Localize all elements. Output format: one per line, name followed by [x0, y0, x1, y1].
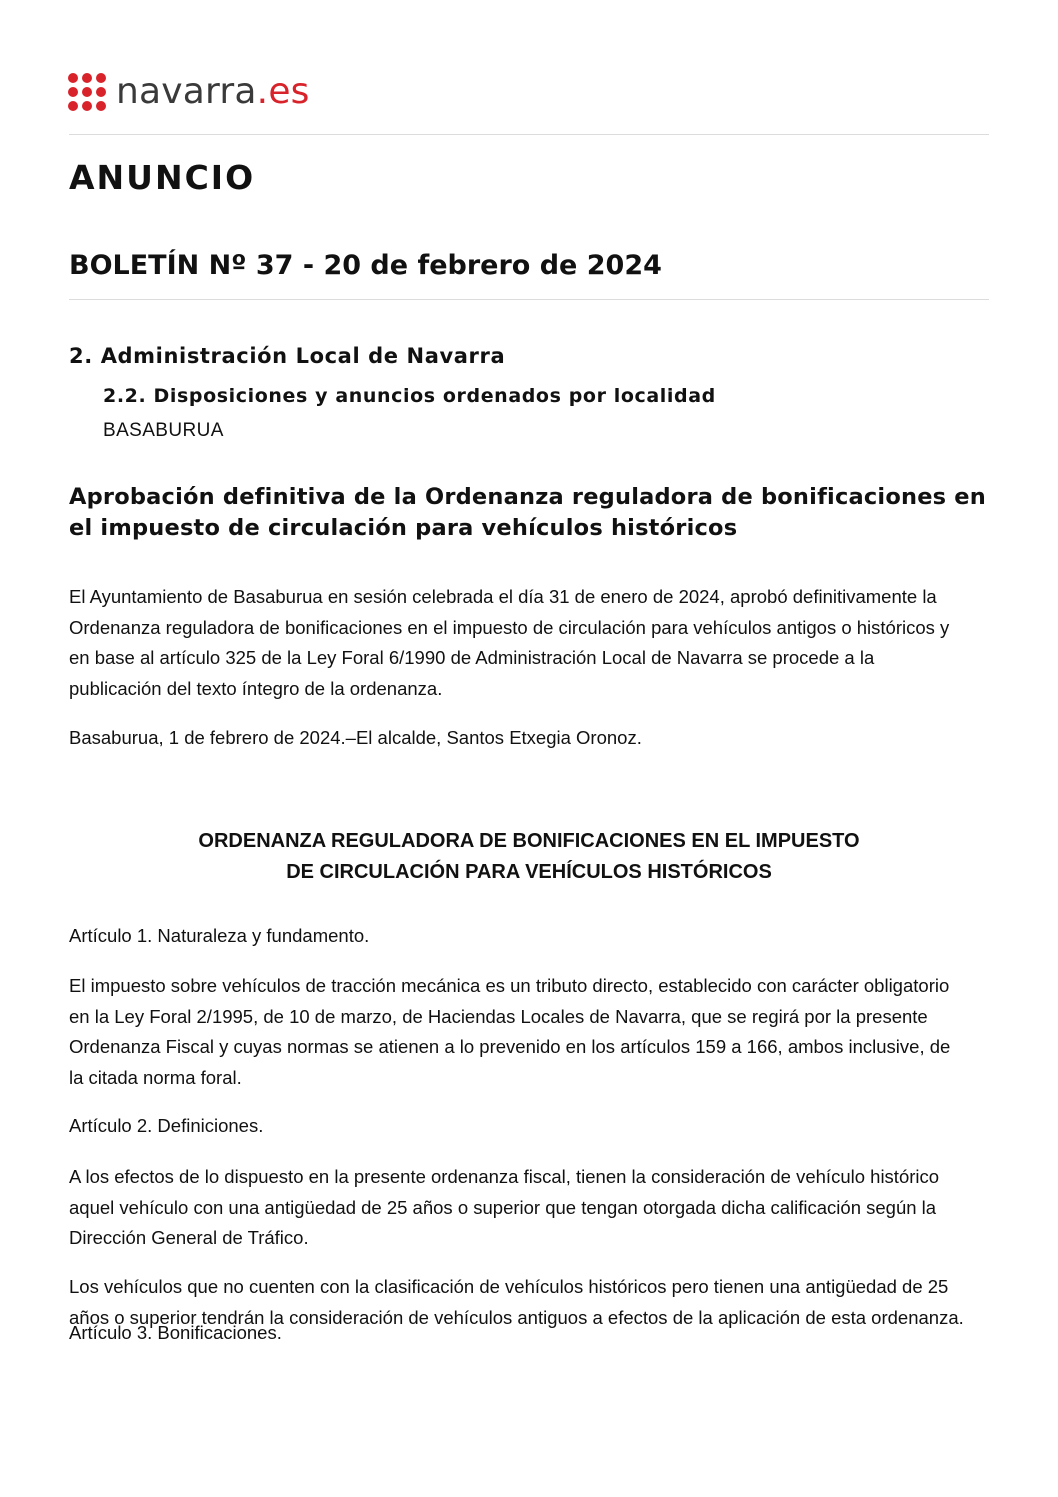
bulletin-divider	[69, 299, 989, 300]
announcement-type: ANUNCIO	[69, 158, 256, 197]
document-title: Aprobación definitiva de la Ordenanza reguladora de bonificaciones en el impuesto de circulación para vehículos históricos	[69, 484, 986, 541]
article-1-heading: Artículo 1. Naturaleza y fundamento.	[69, 925, 370, 946]
logo-name: navarra	[116, 71, 257, 112]
subsection-title: 2.2. Disposiciones y anuncios ordenados por localidad	[103, 385, 716, 407]
intro-paragraph: El Ayuntamiento de Basaburua en sesión celebrada el día 31 de enero de 2024, aprobó definitivamente la Ordenanza reguladora de bonificaciones en el impuesto de circulación para vehículos antigos o históricos y en base al artículo 325 de la Ley Foral 6/1990 de Administración Local de Navarra se procede a la publicación del texto íntegro de la ordenanza.	[69, 586, 950, 699]
locality-label: BASABURUA	[103, 420, 224, 441]
signature-paragraph: Basaburua, 1 de febrero de 2024.–El alcalde, Santos Etxegia Oronoz.	[69, 727, 642, 748]
section-title: 2. Administración Local de Navarra	[69, 344, 506, 368]
logo-dots-icon	[68, 73, 106, 111]
article-2-paragraph-1: A los efectos de lo dispuesto en la presente ordenanza fiscal, tienen la consideración de vehículo histórico aquel vehículo con una antigüedad de 25 años o superior que tengan otorgada dicha calificación según la Dirección General de Tráfico.	[69, 1166, 940, 1248]
logo-tld: .es	[256, 71, 310, 112]
article-3-heading: Artículo 3. Bonificaciones.	[69, 1322, 282, 1343]
ordinance-title-line-1: ORDENANZA REGULADORA DE BONIFICACIONES EN EL IMPUESTO	[198, 830, 860, 852]
logo-wordmark	[116, 70, 310, 114]
header-divider	[69, 134, 989, 135]
ordinance-title-line-2: DE CIRCULACIÓN PARA VEHÍCULOS HISTÓRICOS	[286, 861, 772, 883]
article-2-paragraph-2: Los vehículos que no cuenten con la clasificación de vehículos históricos pero tienen una antigüedad de 25 años o superior tendrán la consideración de vehículos antiguos a efectos de la aplicación de esta ordenanza.	[69, 1276, 964, 1328]
article-1-paragraph: El impuesto sobre vehículos de tracción mecánica es un tributo directo, establecido con carácter obligatorio en la Ley Foral 2/1995, de 10 de marzo, de Haciendas Locales de Navarra, que se regirá por la presente Ordenanza Fiscal y cuyas normas se atienen a lo prevenido en los artículos 159 a 166, ambos inclusive, de la citada norma foral.	[69, 975, 951, 1088]
navarra-logo[interactable]	[68, 70, 310, 114]
bulletin-title: BOLETÍN Nº 37 - 20 de febrero de 2024	[69, 250, 662, 281]
ordinance-title	[69, 826, 989, 888]
article-2-heading: Artículo 2. Definiciones.	[69, 1115, 264, 1136]
